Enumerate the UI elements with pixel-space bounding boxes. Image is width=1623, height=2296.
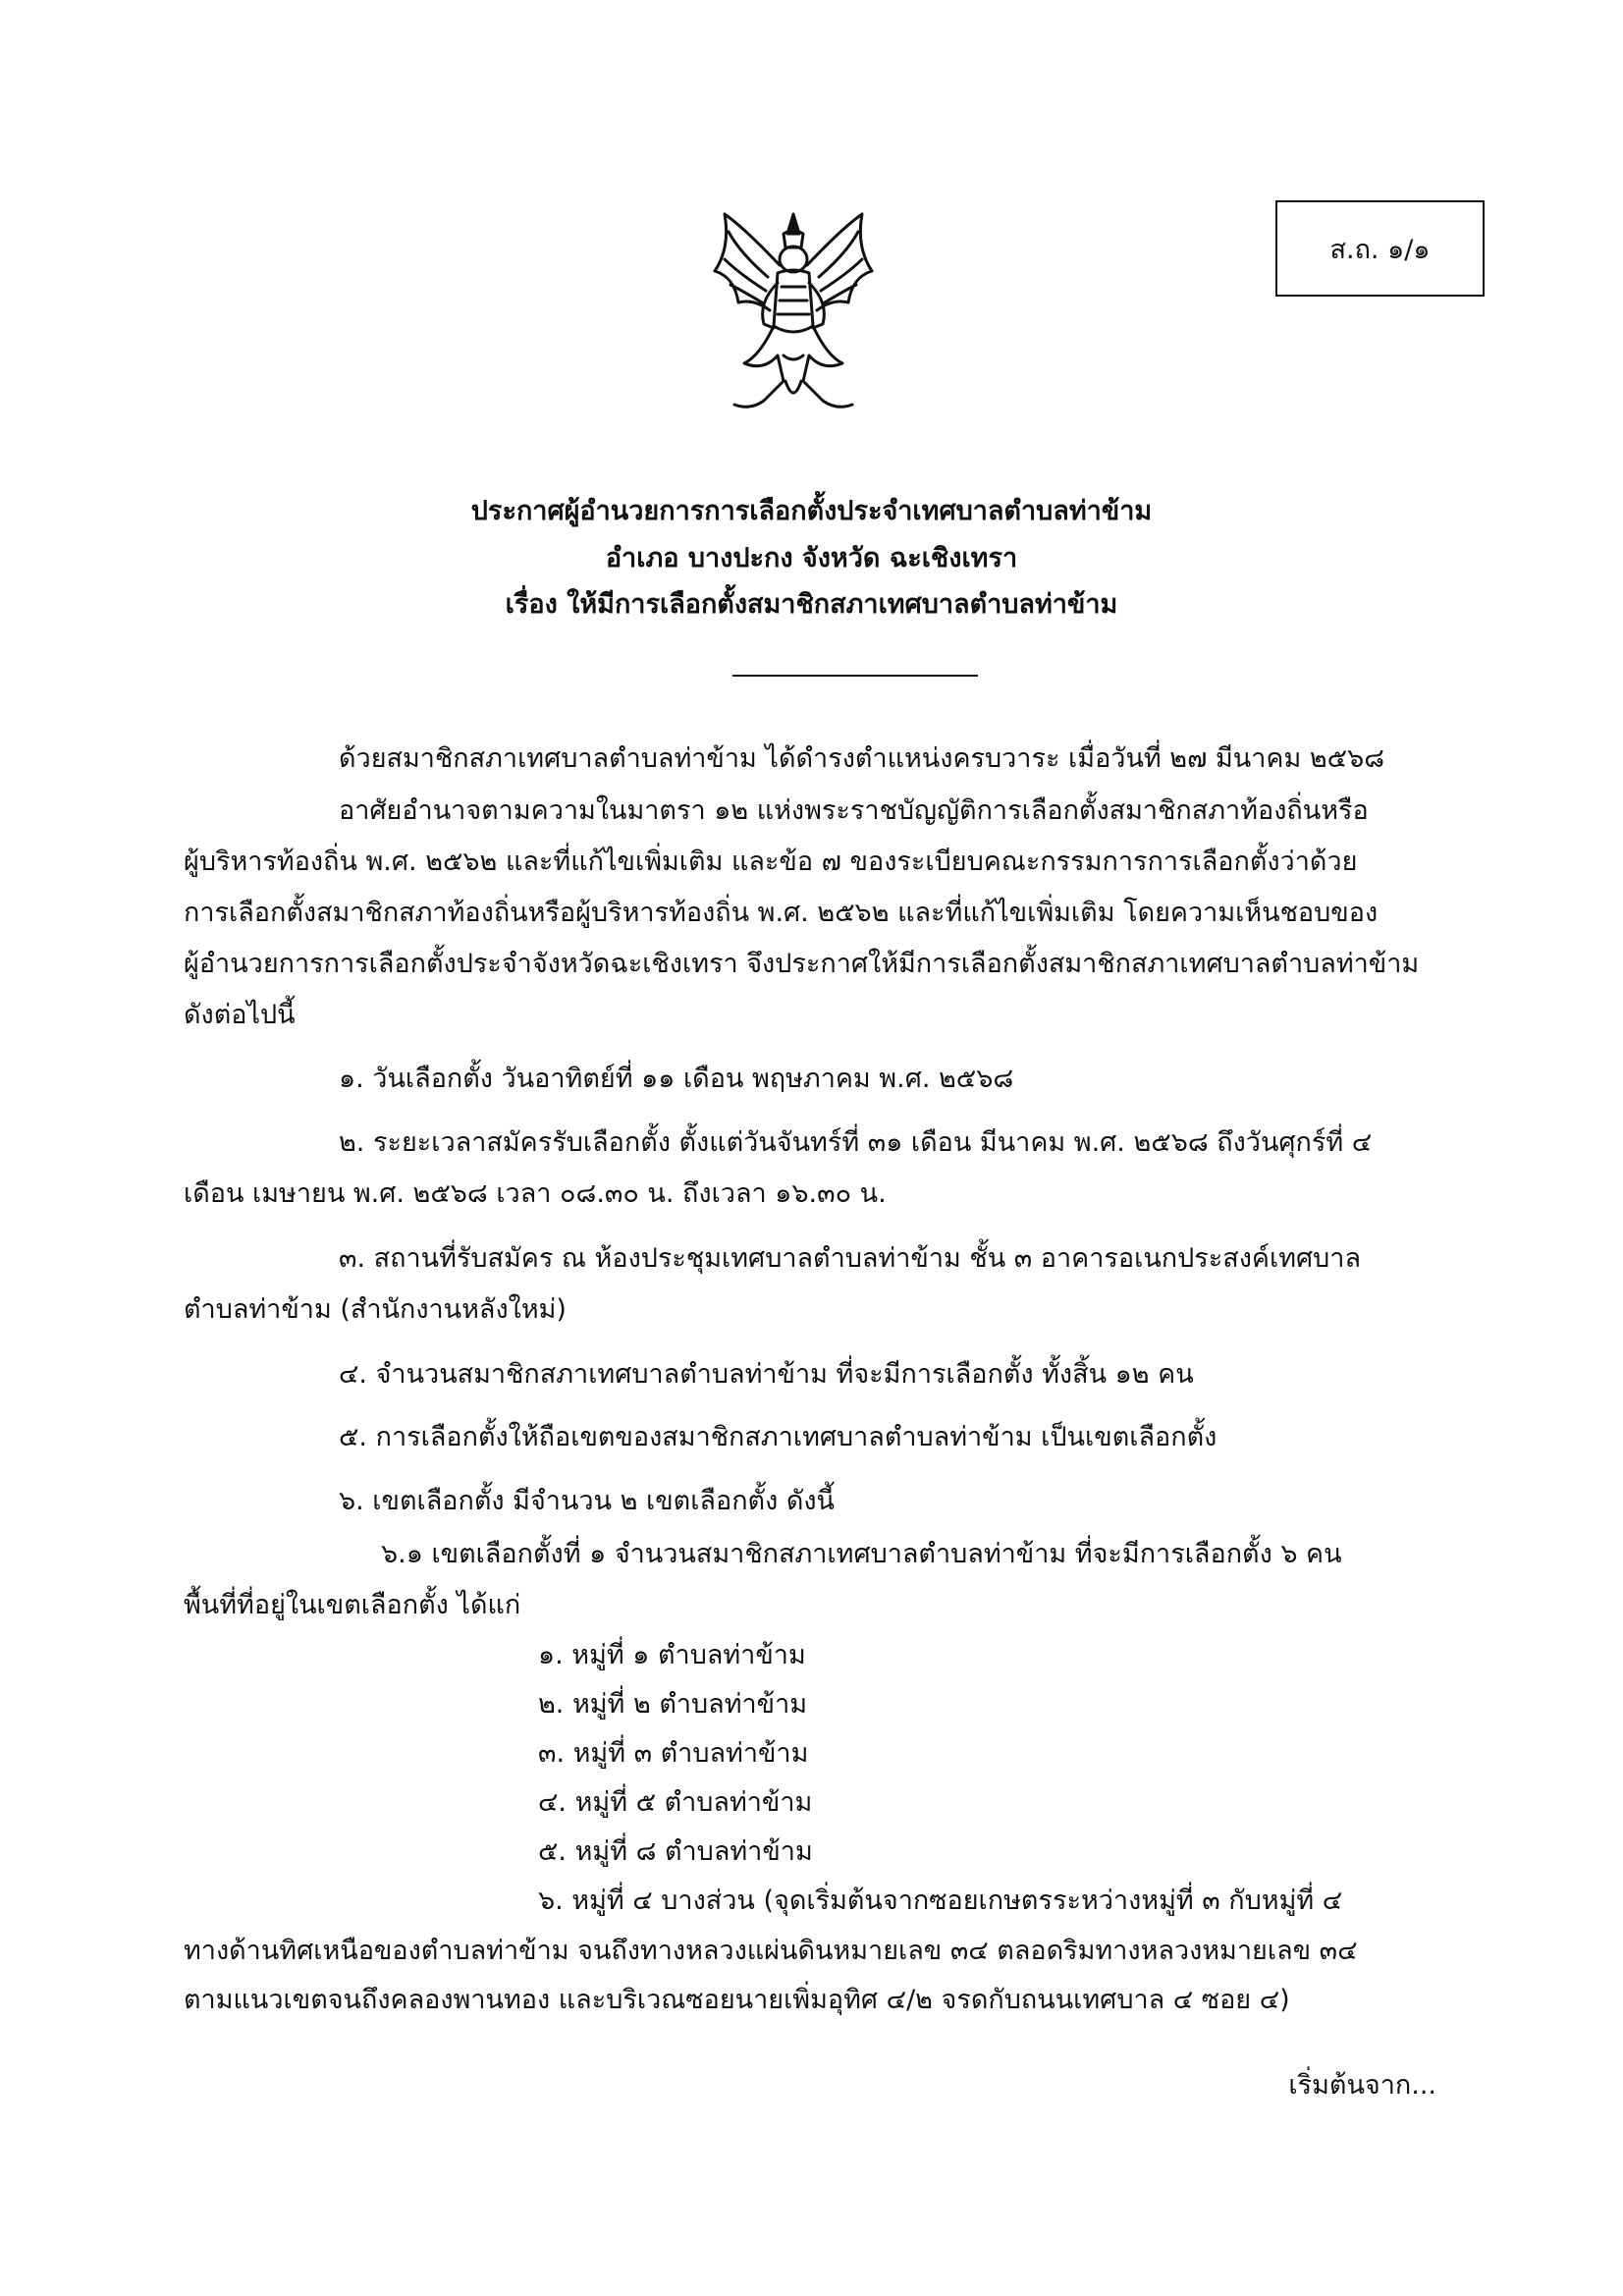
intro-paragraph-2-line-1: อาศัยอำนาจตามความในมาตรา ๑๒ แห่งพระราชบัญญัติการเลือกตั้งสมาชิกสภาท้องถิ่นหรือ (339, 795, 1369, 826)
intro-paragraph-2-line-2: ผู้บริหารท้องถิ่น พ.ศ. ๒๕๖๒ และที่แก้ไขเพิ่มเติม และข้อ ๗ ของระเบียบคณะกรรมการการเลือกตั้งว่าด้วย (184, 847, 1358, 877)
village-list-item: ๑. หมู่ที่ ๑ ตำบลท่าข้าม (538, 1640, 806, 1670)
village-list-item: ๔. หมู่ที่ ๕ ตำบลท่าข้าม (538, 1787, 813, 1818)
item-3-application-place-line-2: ตำบลท่าข้าม (สำนักงานหลังใหม่) (184, 1294, 567, 1325)
item-2-application-period-line-2: เดือน เมษายน พ.ศ. ๒๕๖๘ เวลา ๐๘.๓๐ น. ถึงเวลา ๑๖.๓๐ น. (184, 1178, 887, 1209)
intro-paragraph-2-line-3: การเลือกตั้งสมาชิกสภาท้องถิ่นหรือผู้บริหารท้องถิ่น พ.ศ. ๒๕๖๒ และที่แก้ไขเพิ่มเติม โดยความเห็นชอบของ (184, 898, 1379, 928)
header-divider (732, 675, 978, 677)
intro-paragraph-1: ด้วยสมาชิกสภาเทศบาลตำบลท่าข้าม ได้ดำรงตำแหน่งครบวาระ เมื่อวันที่ ๒๗ มีนาคม ๒๕๖๘ (339, 743, 1385, 774)
intro-paragraph-2-line-5: ดังต่อไปนี้ (184, 1000, 296, 1030)
item-6-constituencies: ๖. เขตเลือกตั้ง มีจำนวน ๒ เขตเลือกตั้ง ดังนี้ (339, 1486, 836, 1516)
garuda-emblem (705, 208, 882, 418)
district-province-line: อำเภอ บางปะกง จังหวัด ฉะเชิงเทรา (605, 543, 1018, 574)
village-list-item: ๓. หมู่ที่ ๓ ตำบลท่าข้าม (538, 1738, 809, 1769)
item-6-1-constituency-1-line-2: พื้นที่ที่อยู่ในเขตเลือกตั้ง ได้แก่ (184, 1590, 521, 1620)
village-6-description-line-2: ทางด้านทิศเหนือของตำบลท่าข้าม จนถึงทางหลวงแผ่นดินหมายเลข ๓๔ ตลอดริมทางหลวงหมายเลข ๓๔ (184, 1936, 1358, 1966)
document-id: ส.ถ. ๑/๑ (1329, 234, 1431, 265)
item-2-application-period-line-1: ๒. ระยะเวลาสมัครรับเลือกตั้ง ตั้งแต่วันจันทร์ที่ ๓๑ เดือน มีนาคม พ.ศ. ๒๕๖๘ ถึงวันศุกร์ที่ ๔ (339, 1127, 1373, 1158)
item-5-constituency-basis: ๕. การเลือกตั้งให้ถือเขตของสมาชิกสภาเทศบาลตำบลท่าข้าม เป็นเขตเลือกตั้ง (339, 1422, 1217, 1452)
village-6-description-line-1: ๖. หมู่ที่ ๔ บางส่วน (จุดเริ่มต้นจากซอยเกษตรระหว่างหมู่ที่ ๓ กับหมู่ที่ ๔ (538, 1886, 1343, 1916)
intro-paragraph-2-line-4: ผู้อำนวยการการเลือกตั้งประจำจังหวัดฉะเชิงเทรา จึงประกาศให้มีการเลือกตั้งสมาชิกสภาเทศบาลตำบลท่าข้าม (184, 949, 1420, 979)
item-6-1-constituency-1-line-1: ๖.๑ เขตเลือกตั้งที่ ๑ จำนวนสมาชิกสภาเทศบาลตำบลท่าข้าม ที่จะมีการเลือกตั้ง ๖ คน (381, 1539, 1342, 1569)
village-6-description-line-3: ตามแนวเขตจนถึงคลองพานทอง และบริเวณซอยนายเพิ่มอุทิศ ๔/๒ จรดกับถนนเทศบาล ๔ ซอย ๔) (184, 1985, 1290, 2015)
subject-line: เรื่อง ให้มีการเลือกตั้งสมาชิกสภาเทศบาลตำบลท่าข้าม (505, 589, 1118, 620)
item-4-member-count: ๔. จำนวนสมาชิกสภาเทศบาลตำบลท่าข้าม ที่จะมีการเลือกตั้ง ทั้งสิ้น ๑๒ คน (339, 1359, 1194, 1390)
continuation-marker: เริ่มต้นจาก... (1288, 2070, 1436, 2101)
village-list-item: ๕. หมู่ที่ ๘ ตำบลท่าข้าม (538, 1836, 813, 1867)
announcement-title: ประกาศผู้อำนวยการการเลือกตั้งประจำเทศบาลตำบลท่าข้าม (470, 496, 1153, 526)
item-3-application-place-line-1: ๓. สถานที่รับสมัคร ณ ห้องประชุมเทศบาลตำบลท่าข้าม ชั้น ๓ อาคารอเนกประสงค์เทศบาล (339, 1243, 1362, 1274)
document-id-box (1275, 200, 1485, 297)
village-list-item: ๒. หมู่ที่ ๒ ตำบลท่าข้าม (538, 1689, 808, 1720)
item-1-election-date: ๑. วันเลือกตั้ง วันอาทิตย์ที่ ๑๑ เดือน พฤษภาคม พ.ศ. ๒๕๖๘ (339, 1064, 1014, 1094)
